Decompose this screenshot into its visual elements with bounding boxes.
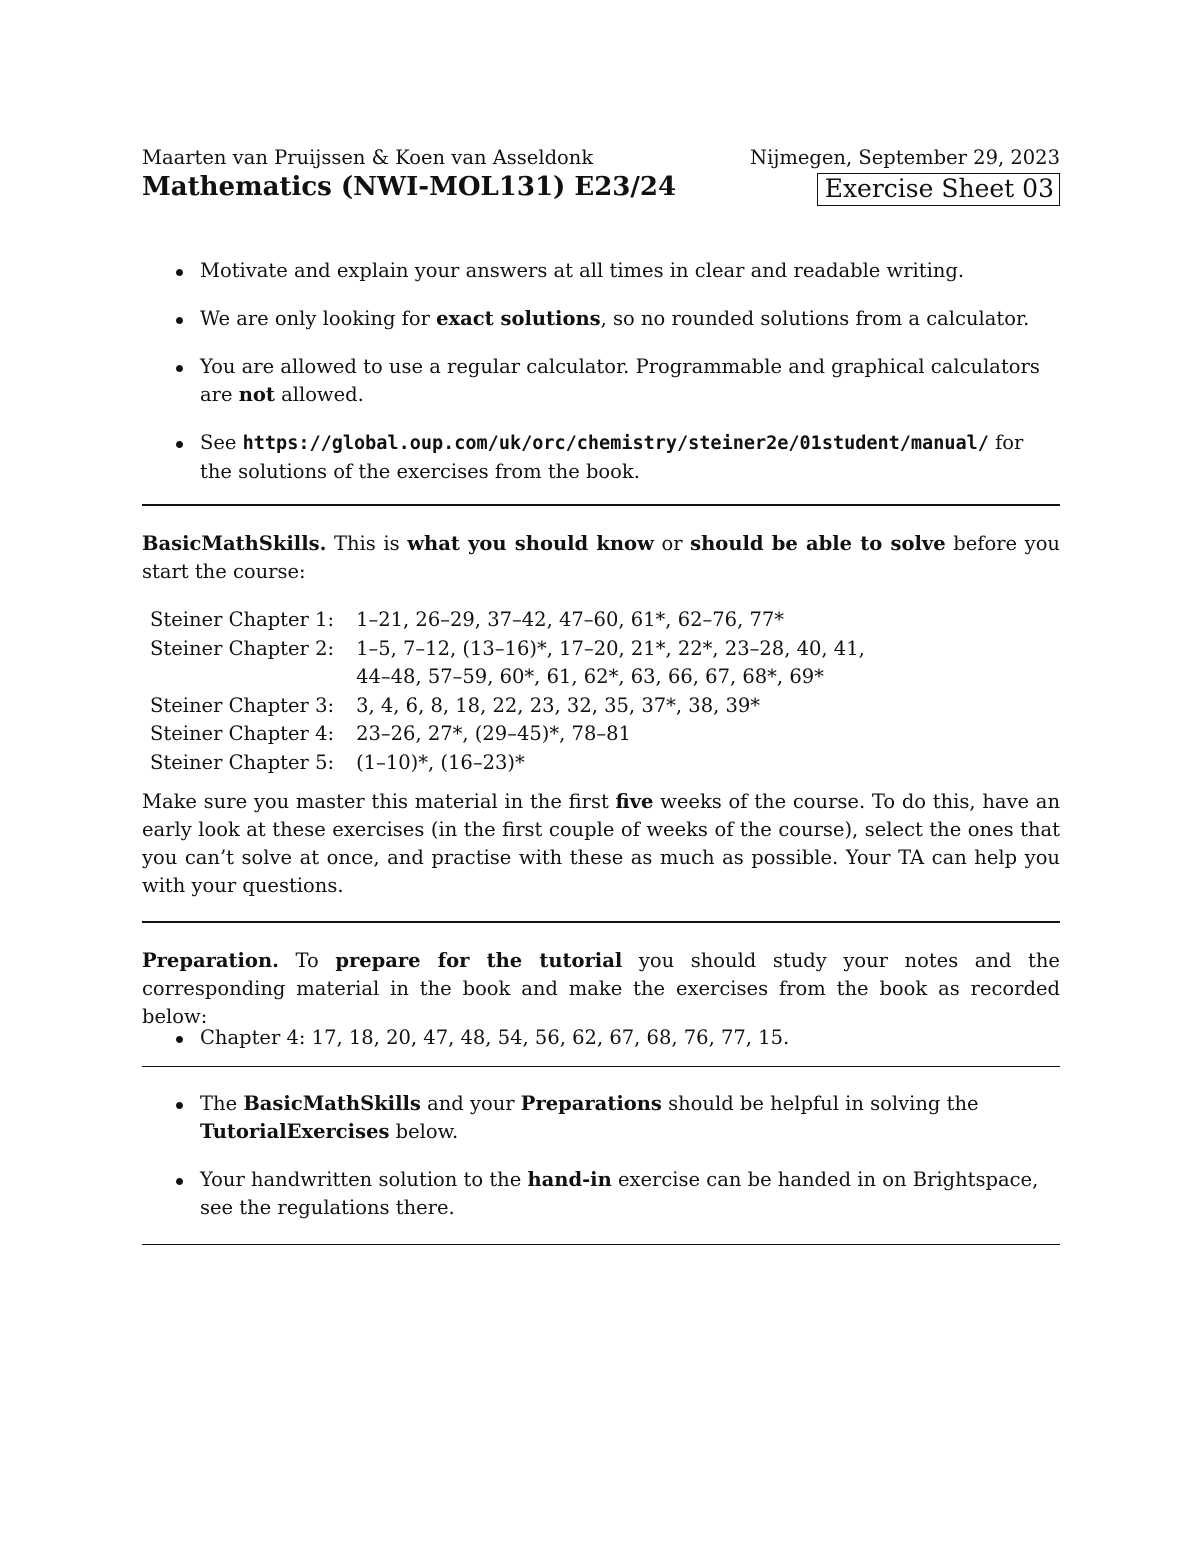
rule-2-text-a: We are only looking for xyxy=(200,307,437,330)
notes-list xyxy=(142,1090,1060,1222)
note-1-text-g: below. xyxy=(389,1120,459,1143)
chapter-row xyxy=(150,749,865,778)
chapter-exercise-table xyxy=(150,606,865,777)
note-item-1 xyxy=(142,1090,1060,1146)
basic-bold-1: what you should know xyxy=(407,532,654,555)
preparation-list xyxy=(142,1024,1060,1052)
chapter-row xyxy=(150,635,865,692)
rule-item-1 xyxy=(142,257,1060,285)
chapter-exercises xyxy=(356,749,865,778)
rule-item-3 xyxy=(142,353,1060,409)
prep-text-2: you should study your notes and the corresponding material in the book and make the exercises from the book as recorded below: xyxy=(142,949,1060,1028)
chapter-row xyxy=(150,692,865,721)
note-1-bold-b: BasicMathSkills xyxy=(243,1092,421,1115)
preparation-exercises: Chapter 4: 17, 18, 20, 47, 48, 54, 56, 62, 67, 68, 76, 77, 15. xyxy=(200,1026,790,1049)
chapter-exercises xyxy=(356,635,865,692)
exercise-line: 23–26, 27*, (29–45)*, 78–81 xyxy=(356,722,631,745)
chapter-row xyxy=(150,606,865,635)
rule-4-text-a: See xyxy=(200,431,243,454)
section-divider-2 xyxy=(142,921,1060,923)
prep-bold-1: prepare for the tutorial xyxy=(335,949,623,972)
sheet-title-box: Exercise Sheet 03 xyxy=(817,173,1060,206)
note-item-2 xyxy=(142,1166,1060,1222)
section-divider-4 xyxy=(142,1244,1060,1245)
rule-3-text-c: allowed. xyxy=(274,383,364,406)
rule-2-bold: exact solutions xyxy=(436,307,601,330)
section-divider-1 xyxy=(142,504,1060,506)
note-1-bold-f: TutorialExercises xyxy=(200,1120,390,1143)
rule-item-2 xyxy=(142,305,1060,333)
prep-text-1: To xyxy=(278,949,336,972)
rule-4-text-c: for the solutions of the exercises from the book. xyxy=(200,431,1024,483)
rule-1-text: Motivate and explain your answers at all times in clear and readable writing. xyxy=(200,259,965,282)
place-date: Nijmegen, September 29, 2023 xyxy=(750,146,1060,169)
basic-skills-title: BasicMathSkills. xyxy=(142,532,327,555)
note-1-text-a: The xyxy=(200,1092,244,1115)
note-1-bold-d: Preparations xyxy=(520,1092,662,1115)
chapter-label: Steiner Chapter 2: xyxy=(150,636,335,660)
rule-item-4 xyxy=(142,429,1060,486)
chapter-exercises xyxy=(356,720,865,749)
solutions-manual-link[interactable]: https://global.oup.com/uk/orc/chemistry/steiner2e/01student/manual/ xyxy=(242,433,989,454)
mastery-paragraph xyxy=(142,788,1060,900)
exercise-line: 3, 4, 6, 8, 18, 22, 23, 32, 35, 37*, 38, 39* xyxy=(356,693,761,717)
preparation-item xyxy=(142,1024,1060,1052)
basic-text-1: This is xyxy=(326,532,408,555)
course-title: Mathematics (NWI-MOL131) E23/24 xyxy=(142,172,677,202)
note-1-text-c: and your xyxy=(420,1092,521,1115)
rule-2-text-c: , so no rounded solutions from a calculator. xyxy=(600,307,1030,330)
note-2-bold: hand-in xyxy=(527,1168,612,1191)
rules-list xyxy=(142,257,1060,486)
basic-text-3: before you start the course: xyxy=(142,532,1060,583)
mastery-text-1: Make sure you master this material in the first xyxy=(142,790,616,813)
chapter-exercises xyxy=(356,692,865,721)
note-2-text-c: exercise can be handed in on Brightspace, see the regulations there. xyxy=(200,1168,1039,1219)
rule-3-text-a: You are allowed to use a regular calculator. Programmable and graphical calculators are xyxy=(200,355,1040,406)
section-divider-3 xyxy=(142,1066,1060,1067)
mastery-bold: five xyxy=(615,790,654,813)
authors: Maarten van Pruijssen & Koen van Asseldonk xyxy=(142,146,594,169)
exercise-line: 1–5, 7–12, (13–16)*, 17–20, 21*, 22*, 23–28, 40, 41, xyxy=(356,636,865,660)
preparation-intro xyxy=(142,947,1060,1031)
note-1-text-e: should be helpful in solving the xyxy=(661,1092,979,1115)
note-2-text-a: Your handwritten solution to the xyxy=(200,1168,528,1191)
preparation-title: Preparation. xyxy=(142,949,279,972)
chapter-label: Steiner Chapter 1: xyxy=(150,608,335,631)
basic-text-2: or xyxy=(653,532,691,555)
chapter-label: Steiner Chapter 4: xyxy=(150,722,335,745)
rule-3-bold: not xyxy=(238,383,275,406)
chapter-row xyxy=(150,720,865,749)
exercise-line: 44–48, 57–59, 60*, 61, 62*, 63, 66, 67, 68*, 69* xyxy=(356,665,824,688)
chapter-label: Steiner Chapter 3: xyxy=(150,693,335,717)
exercise-line: 1–21, 26–29, 37–42, 47–60, 61*, 62–76, 77* xyxy=(356,608,785,631)
chapter-label: Steiner Chapter 5: xyxy=(150,750,335,774)
basic-skills-intro xyxy=(142,530,1060,586)
mastery-text-2: weeks of the course. To do this, have an early look at these exercises (in the first couple of weeks of the course), select the ones that you can’t solve at once, and practise with these as much as possible. Your TA can help you with your questions. xyxy=(142,790,1060,897)
exercise-line: (1–10)*, (16–23)* xyxy=(356,750,525,774)
chapter-exercises xyxy=(356,606,865,635)
basic-bold-2: should be able to solve xyxy=(690,532,946,555)
